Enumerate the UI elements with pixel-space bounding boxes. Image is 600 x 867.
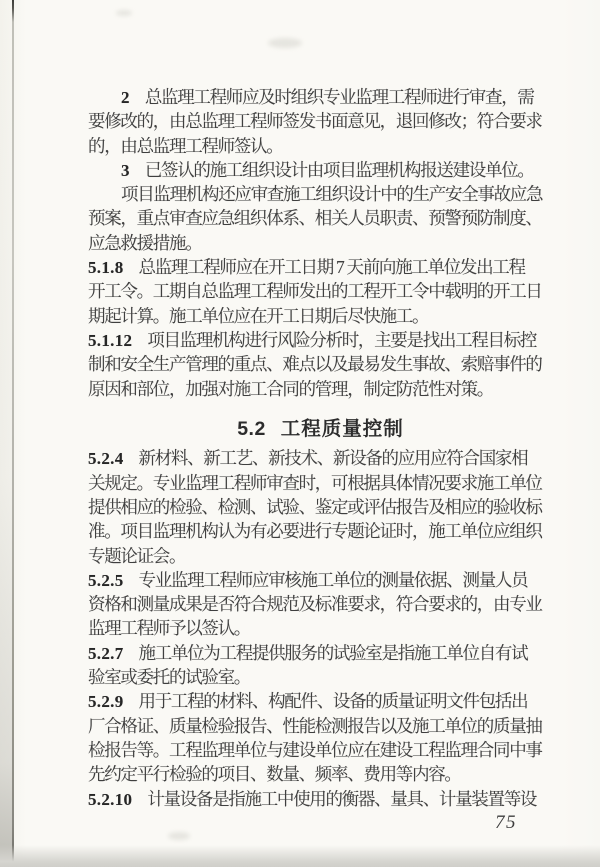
text-line <box>88 158 553 182</box>
line-text: 预案，重点审查应急组织体系、相关人员职责、预警预防制度、 <box>88 208 542 229</box>
text-line <box>88 182 553 206</box>
text-line <box>88 641 553 665</box>
text-line <box>88 231 553 255</box>
line-text: 施工单位为工程提供服务的试验室是指施工单位自有试 <box>138 642 528 663</box>
line-text: 先约定平行检验的项目、数量、频率、费用等内容。 <box>88 764 461 785</box>
section-heading <box>88 416 553 442</box>
page-number: 75 <box>495 812 517 833</box>
line-text: 的，由总监理工程师签认。 <box>88 135 283 156</box>
text-line <box>88 714 553 738</box>
text-line <box>88 446 553 470</box>
text-line <box>88 279 553 303</box>
text-line <box>88 738 553 762</box>
line-text: 准。项目监理机构认为有必要进行专题论证时，施工单位应组织 <box>88 521 542 542</box>
text-line <box>88 762 553 786</box>
clause-number: 2 <box>121 88 130 107</box>
section-title: 工程质量控制 <box>280 417 404 440</box>
text-line <box>88 616 553 640</box>
clause-number: 5.2.10 <box>88 789 133 809</box>
text-line <box>88 134 553 158</box>
binding-gutter-shadow <box>0 0 12 867</box>
text-line <box>88 109 553 133</box>
line-text: 期起计算。施工单位应在开工日期后尽快施工。 <box>88 305 429 326</box>
text-line <box>88 304 553 328</box>
text-line <box>88 787 553 811</box>
line-text: 专题论证会。 <box>88 545 186 566</box>
line-text: 资格和测量成果是否符合规范及标准要求，符合要求的，由专业 <box>88 594 542 615</box>
line-text: 项目监理机构进行风险分析时，主要是找出工程目标控 <box>147 329 537 350</box>
section-number: 5.2 <box>237 417 266 440</box>
line-text: 专业监理工程师应审核施工单位的测量依据、测量人员 <box>138 569 528 590</box>
text-line <box>88 665 553 689</box>
bottom-scan-edge <box>0 845 600 867</box>
text-line <box>88 544 553 568</box>
text-line <box>88 495 553 519</box>
line-text: 计量设备是指施工中使用的衡器、量具、计量装置等设 <box>147 788 537 809</box>
clause-number: 5.2.5 <box>88 570 124 590</box>
text-line <box>88 352 553 376</box>
text-line <box>88 592 553 616</box>
line-text: 已签认的施工组织设计由项目监理机构报送建设单位。 <box>144 159 534 180</box>
binding-line <box>12 0 14 867</box>
line-text: 关规定。专业监理工程师审查时，可根据具体情况要求施工单位 <box>88 472 542 493</box>
clause-number: 5.1.12 <box>88 330 133 350</box>
page-body-text <box>88 85 553 811</box>
text-line <box>88 255 553 279</box>
text-line <box>88 568 553 592</box>
line-text: 原因和部位，加强对施工合同的管理，制定防范性对策。 <box>88 378 493 399</box>
line-text: 应急救援措施。 <box>88 232 202 253</box>
scan-smudge <box>268 38 302 48</box>
text-line <box>88 328 553 352</box>
clause-number: 5.2.9 <box>88 692 124 712</box>
line-text: 监理工程师予以签认。 <box>88 618 250 639</box>
clause-number: 5.2.7 <box>88 643 124 663</box>
clause-number: 3 <box>121 160 130 180</box>
clause-number: 5.1.8 <box>88 258 124 278</box>
line-text: 验室或委托的试验室。 <box>88 667 250 688</box>
line-text: 新材料、新工艺、新技术、新设备的应用应符合国家相 <box>138 448 528 469</box>
line-text: 总监理工程师应在开工日期 7 天前向施工单位发出工程 <box>138 257 525 278</box>
line-text: 项目监理机构还应审查施工组织设计中的生产安全事故应急 <box>121 184 543 205</box>
text-line <box>88 471 553 495</box>
line-text: 总监理工程师应及时组织专业监理工程师进行审查，需 <box>144 87 534 107</box>
text-line <box>88 519 553 543</box>
scan-smudge <box>168 832 190 840</box>
line-text: 要修改的，由总监理工程师签发书面意见，退回修改；符合要求 <box>88 111 542 132</box>
text-line <box>88 377 553 401</box>
text-line <box>88 85 553 109</box>
line-text: 提供相应的检验、检测、试验、鉴定或评估报告及相应的验收标 <box>88 496 542 517</box>
scan-smudge <box>116 10 132 16</box>
text-line <box>88 206 553 230</box>
line-text: 厂合格证、质量检验报告、性能检测报告以及施工单位的质量抽 <box>88 715 542 736</box>
line-text: 用于工程的材料、构配件、设备的质量证明文件包括出 <box>138 691 528 712</box>
clause-number: 5.2.4 <box>88 449 124 469</box>
text-line <box>88 689 553 713</box>
line-text: 制和安全生产管理的重点、难点以及最易发生事故、索赔事件的 <box>88 354 542 375</box>
line-text: 检报告等。工程监理单位与建设单位应在建设工程监理合同中事 <box>88 739 542 760</box>
line-text: 开工令。工期自总监理工程师发出的工程开工令中载明的开工日 <box>88 281 542 302</box>
